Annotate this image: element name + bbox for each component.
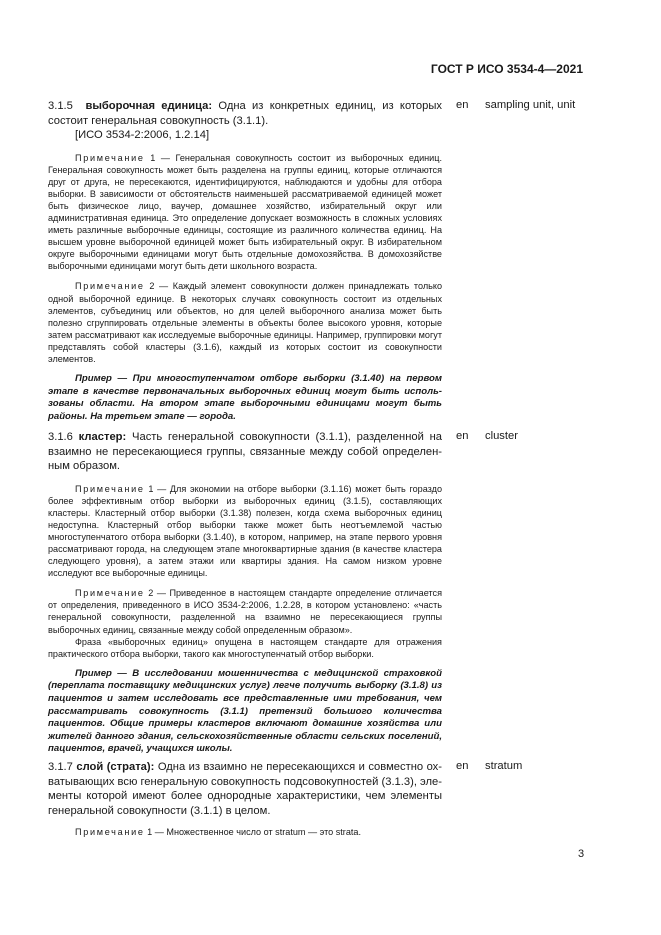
note <box>48 826 442 838</box>
definition-text: Часть генеральной совокупности (3.1.1), разделенной на взаимно не пересекающиеся группы, связанные между собой определенным образом. <box>48 431 443 472</box>
page-number: 3 <box>578 848 585 860</box>
note-text: 1 — Генеральная совокупность состоит из выборочных единиц. Генеральная совокупность может быть разделена на группы единиц, которые отличаются друг от друга, не пересекаются, идентифицируются, наблюдаются и удобны для отбора выборки. В зависимости от обстоятельств наименьшей рассматриваемой единицей может быть физическое лицо, ваучер, домашнее хозяйство, избирательный округ или административная единица. Это определение допускает возможность в сложных условиях иметь различные выборочные единицы, состоящие из различного количества единиц. На высшем уровне выборочной единицей может быть избирательный округ. В избирательном округе выборочными единицами могут быть отдельные домохозяйства. В домохозяйстве выборочными единицами могут быть дети школьного возраста. <box>48 152 442 272</box>
entry-3-1-5 <box>48 99 442 423</box>
english-equivalent: cluster <box>485 430 518 442</box>
english-equivalent: stratum <box>485 760 523 772</box>
term-definition <box>48 760 442 818</box>
term-definition <box>48 99 442 128</box>
term-definition <box>48 430 442 474</box>
term-number: 3.1.5 <box>48 100 73 112</box>
definition-text: Одна из конкретных единиц, из которых состоит генеральная совокупность (3.1.1). <box>48 100 442 127</box>
lang-code: en <box>456 760 469 772</box>
term-number: 3.1.6 <box>48 431 73 443</box>
note <box>48 152 442 273</box>
lang-code: en <box>456 430 469 442</box>
note-text: 1 — Множественное число от stratum — это strata. <box>147 827 361 837</box>
example: Пример — При многоступенчатом отборе выборки (3.1.40) на первом этапе в качестве первоначальных выборочных единиц могут быть использованы области. На втором этапе выборочными единицами могут быть районы. На третьем этапе — города. <box>48 373 442 422</box>
note-label: Примечание <box>75 483 145 494</box>
term-name: кластер: <box>78 431 127 443</box>
entry-3-1-6 <box>48 430 442 756</box>
note <box>48 587 442 635</box>
note-label: Примечание <box>75 827 145 837</box>
note-continuation: Фраза «выборочных единиц» опущена в настоящем стандарте для отражения практического отбора выборки, такого как многоступенчатый отбор выборки. <box>48 636 442 659</box>
note-text: 2 — Приведенное в настоящем стандарте определение отличается от определения, приведенного в ИСО 3534-2:2006, 1.2.28, в котором установлено: «часть генеральной совокупности, разделенной на взаимно не пересекающиеся группы выборочных единиц, связанные между собой определенным образом». <box>48 588 442 635</box>
note-label: Примечание <box>75 152 145 163</box>
note <box>48 483 442 580</box>
term-name: выборочная единица: <box>85 100 213 112</box>
note <box>48 280 442 365</box>
note-text: 1 — Для экономии на отборе выборки (3.1.16) может быть гораздо более эффективным отбор выборки из выборочных единиц (3.1.5), составляющих кластеры. Кластерный отбор выборки (3.1.38) полезен, когда схема выборочных единиц недоступна. Кластерный отбор выборки также может быть неотъемлемой частью многоступенчатого отбора выборки (3.1.40), в котором, например, на этапе первого уровня рассматривают города, на следующем этапе многоквартирные здания (в качестве кластера следующего уровня), а затем этажи или квартиры здания. На самом низком уровне исследуют все выборочные единицы. <box>48 483 443 579</box>
entry-3-1-7 <box>48 760 442 838</box>
note-text: 2 — Каждый элемент совокупности должен принадлежать только одной выборочной единице. В некоторых случаях совокупность состоит из отдельных элементов, субъединиц или объектов, но для целей выборочного анализа может быть полезно сгруппировать отдельные элементы в объекты более высокого уровня, которые затем рассматривают как исследуемые выборочные единицы. Например, группировки могут представлять собой кластеры (3.1.6), каждый из которых состоит из совокупности элементов. <box>48 281 442 364</box>
definition-text: Одна из взаимно не пересекающихся и совместно охватывающих всю генеральную совокупность подсовокупностей (3.1.3), элементы которой имеют более однородные характеристики, чем элементы генеральной совокупности (3.1.1) в целом. <box>48 761 443 817</box>
term-number: 3.1.7 <box>48 761 73 773</box>
term-name: слой (страта): <box>76 761 155 773</box>
lang-code: en <box>456 99 469 111</box>
english-equivalent: sampling unit, unit <box>485 99 576 111</box>
source-reference: [ИСО 3534-2:2006, 1.2.14] <box>75 129 210 141</box>
note-label: Примечание <box>75 281 145 292</box>
example: Пример — В исследовании мошенничества с медицинской страховкой (переплата поставщику медицинских услуг) легче получить выборку (3.1.8) из пациентов и затем исследовать все представленные ими требования, чем рассматривать совокупность (3.1.1) претензий большого количества пациентов. Общие примеры кластеров включают домашние хозяйства или жителей данного здания, сельскохозяйственные области сельских поселений, пациентов, врачей, учащихся школы. <box>48 667 442 755</box>
document-header: ГОСТ Р ИСО 3534-4—2021 <box>430 62 583 76</box>
note-label: Примечание <box>75 588 145 599</box>
